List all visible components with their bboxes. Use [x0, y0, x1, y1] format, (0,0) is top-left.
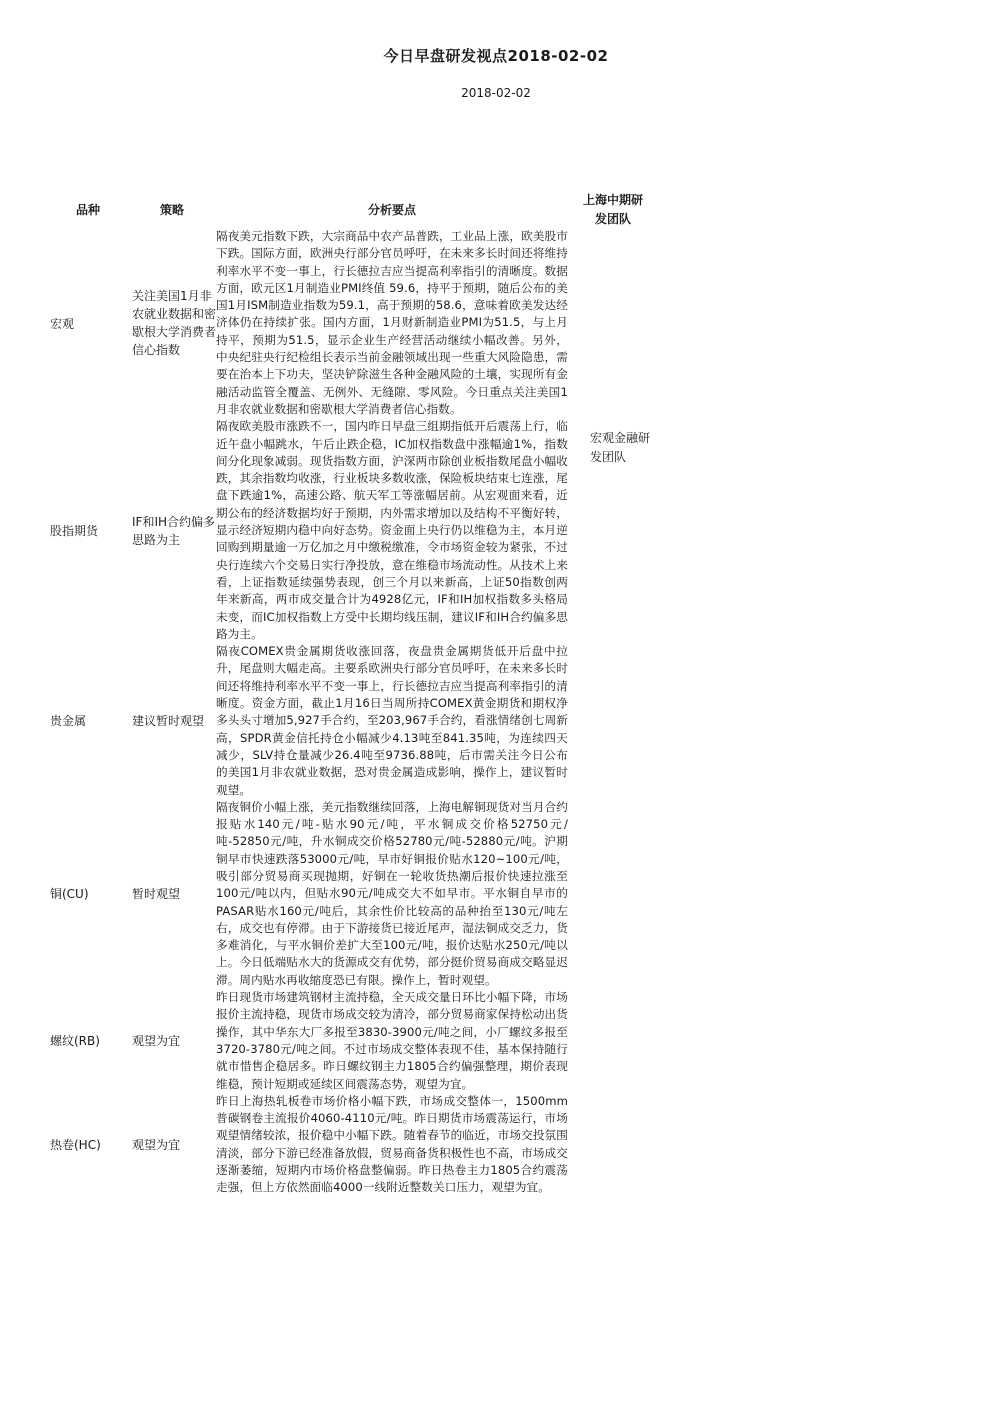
row-analysis: 昨日现货市场建筑钢材主流持稳，全天成交量日环比小幅下降，市场报价主流持稳，现货市场成交较为清冷，部分贸易商家保持松动出货操作，其中华东大厂多报至3830-3900元/吨之间，小厂螺纹多报至3720-3780元/吨之间。不过市场成交整体表现不佳，基本保持随行就市惜售企稳居多。昨日螺纹钢主力1805合约偏强整理，期价表现维稳，预计短期或延续区间震荡态势，观望为宜。	[216, 990, 568, 1091]
row-strategy: 观望为宜	[132, 1137, 181, 1152]
table-row-rebar	[0, 989, 992, 1093]
table-row-stock-index	[0, 418, 992, 643]
row-strategy: 暂时观望	[132, 886, 181, 901]
row-analysis: 昨日上海热轧板卷市场价格小幅下跌，市场成交整体一，1500mm普碳钢卷主流报价4060-4110元/吨。昨日期货市场震荡运行，市场观望情绪较浓，报价稳中小幅下跌。随着春节的临近，市场交投氛围清淡，部分下游已经准备放假，贸易商备货积极性也不高，市场成交逐渐萎缩，短期内市场价格盘整偏弱。昨日热卷主力1805合约震荡走强，但上方依然面临4000一线附近整数关口压力，观望为宜。	[216, 1093, 568, 1195]
row-variety: 贵金属	[50, 714, 87, 729]
page-title: 今日早盘研发视点2018-02-02	[383, 47, 609, 65]
header-team: 上海中期研发团队	[582, 193, 643, 226]
row-analysis: 隔夜美元指数下跌，大宗商品中农产品普跌，工业品上涨，欧美股市下跌。国际方面，欧洲央行部分官员呼吁，在未来多长时间还将维持利率水平不变一事上，行长德拉吉应当提高利率指引的清晰度。数据方面，欧元区1月制造业PMI终值 59.6，持平于预期，随后公布的美国1月ISM制造业指数为59.1，高于预期的58.6，意味着欧美发达经济体仍在持续扩张。国内方面，1月财新制造业PMI为51.5，与上月持平，预期为51.5，显示企业生产经营活动继续小幅改善。另外，中央纪驻央行纪检组长表示当前金融领域出现一些重大风险隐患，需要在治本上下功夫，坚决铲除滋生各种金融风险的土壤，实现所有金融活动监管全覆盖、无例外、无缝隙、零风险。今日重点关注美国1月非农就业数据和密歇根大学消费者信心指数。	[216, 229, 568, 416]
header-analysis: 分析要点	[367, 203, 416, 217]
report-date: 2018-02-02	[461, 86, 531, 100]
row-analysis: 隔夜铜价小幅上涨，美元指数继续回落，上海电解铜现货对当月合约报贴水140元/吨-贴水90元/吨，平水铜成交价格52750元/吨-52850元/吨，升水铜成交价格52780元/吨-52880元/吨。沪期铜早市快速跌落53000元/吨，早市好铜报价贴水120~100元/吨，吸引部分贸易商买现抛期，好铜在一轮收货热潮后报价快速拉涨至100元/吨以内，但贴水90元/吨成交大不如早市。平水铜自早市的PASAR贴水160元/吨后，其余性价比较高的品种抬至130元/吨左右，成交也有停滞。由于下游接货已接近尾声，湿法铜成交乏力，货多难消化，与平水铜价差扩大至100元/吨，报价达贴水250元/吨以上。今日低端贴水大的货源成交有优势，部分挺价贸易商成交略显迟滞。周内贴水再收缩度恐已有限。操作上，暂时观望。	[216, 799, 568, 987]
row-variety: 股指期货	[50, 524, 99, 539]
table-row-copper	[0, 799, 992, 989]
row-analysis: 隔夜欧美股市涨跌不一，国内昨日早盘三组期指低开后震荡上行，临近午盘小幅跳水，午后止跌企稳，IC加权指数盘中涨幅逾1%，指数间分化现象减弱。现货指数方面，沪深两市除创业板指数尾盘小幅收跌，其余指数均收涨，行业板块多数收涨，保险板块结束七连涨，尾盘下跌逾1%，高速公路、航天军工等涨幅居前。从宏观面来看，近期公布的经济数据均好于预期，内外需求增加以及结构不平衡好转，显示经济短期内稳中向好态势。资金面上央行仍以维稳为主，本月逆回购到期量逾一万亿加之月中缴税缴准，令市场资金较为紧张，不过央行连续六个交易日实行净投放，意在维稳市场流动性。从技术上来看，上证指数延续强势表现，创三个月以来新高，上证50指数创两年来新高，两市成交量合计为4928亿元，IF和IH加权指数多头格局未变，而IC加权指数上方受中长期均线压制，建议IF和IH合约偏多思路为主。	[216, 419, 568, 641]
report-table	[0, 228, 992, 1197]
row-strategy: 观望为宜	[132, 1033, 181, 1048]
table-row-macro	[0, 228, 992, 418]
row-strategy: 关注美国1月非农就业数据和密歇根大学消费者信心指数	[132, 289, 217, 358]
row-variety: 宏观	[50, 316, 75, 331]
row-variety: 螺纹(RB)	[50, 1034, 100, 1049]
team-name: 宏观金融研发团队	[590, 431, 651, 464]
row-strategy: IF和IH合约偏多思路为主	[132, 514, 216, 547]
header-variety: 品种	[75, 203, 100, 217]
row-variety: 铜(CU)	[50, 887, 89, 902]
table-row-hot-coil	[0, 1093, 992, 1197]
row-analysis: 隔夜COMEX贵金属期货收涨回落，夜盘贵金属期货低开后盘中拉升，尾盘则大幅走高。主要系欧洲央行部分官员呼吁，在未来多长时间还将维持利率水平不变一事上，行长德拉吉应当提高利率指引的清晰度。资金方面，截止1月16日当周所持COMEX黄金期货和期权净多头头寸增加5,927手合约，至203,967手合约，看涨情绪创七周新高，SPDR黄金信托持仓小幅减少4.13吨至841.35吨，为连续四天减少，SLV持仓量减少26.4吨至9736.88吨，后市需关注今日公布的美国1月非农就业数据，恐对贵金属造成影响，操作上，建议暂时观望。	[216, 644, 568, 797]
row-variety: 热卷(HC)	[50, 1138, 101, 1153]
header-strategy: 策略	[159, 203, 184, 217]
table-row-precious-metals	[0, 643, 992, 799]
row-strategy: 建议暂时观望	[132, 713, 205, 728]
